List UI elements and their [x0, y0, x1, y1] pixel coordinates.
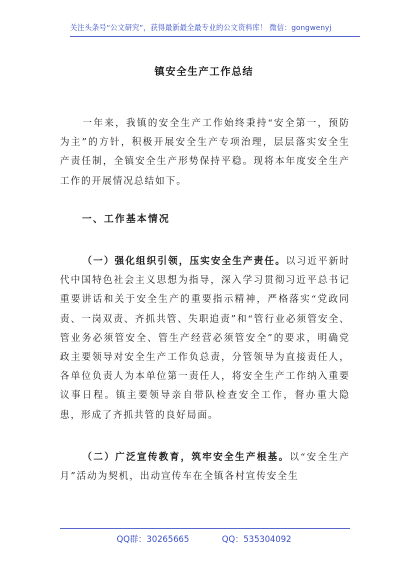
- document-title: 镇安全生产工作总结: [154, 67, 254, 78]
- intro-paragraph: 一年来，我镇的安全生产工作始终秉持“安全第一，预防为主”的方针，积极开展安全生产专项治理，层层落实安全生产责任制，全镇安全生产形势保持平稳。现将本年度安全生产工作的开展情况总结如下。: [60, 118, 350, 187]
- paragraph-body: 以“安全生产月”活动为契机，出动宣传车在全镇各村宣传安全生: [60, 452, 350, 483]
- footer-contact: [0, 533, 408, 545]
- header-divider: [70, 36, 360, 37]
- header-notice: 关注头条号“公文研究”，获得最新最全最专业的公文资料库！ 微信：gongwenyj: [70, 23, 332, 32]
- footer-divider: [60, 528, 350, 529]
- paragraph-body: 以习近平新时代中国特色社会主义思想为指导，深入学习贯彻习近平总书记重要讲话和关于安全生产的重要指示精神，严格落实“党政同责、一岗双责、齐抓共管、失职追责”和“管行业必须管安全、管业务必须管安全、管生产经营必须管安全”的要求，明确党政主要领导对安全生产工作负总责，分管领导为直接责任人，各单位负责人为本单位第一责任人，将安全生产工作纳入重要议事日程。镇主要领导亲自带队检查安全工作，督办重大隐患，形成了齐抓共管的良好局面。: [60, 256, 350, 421]
- paragraph-publicity: [60, 448, 350, 486]
- paragraph-lead: （二）广泛宣传教育，筑牢安全生产根基。: [82, 452, 290, 463]
- footer-qq-group: QQ群：30265665: [116, 534, 190, 544]
- section-heading: 一、工作基本情况: [82, 214, 170, 225]
- paragraph-organization: [60, 252, 350, 425]
- paragraph-lead: （一）强化组织引领，压实安全生产责任。: [82, 256, 286, 267]
- footer-qq: QQ：535304092: [221, 534, 292, 544]
